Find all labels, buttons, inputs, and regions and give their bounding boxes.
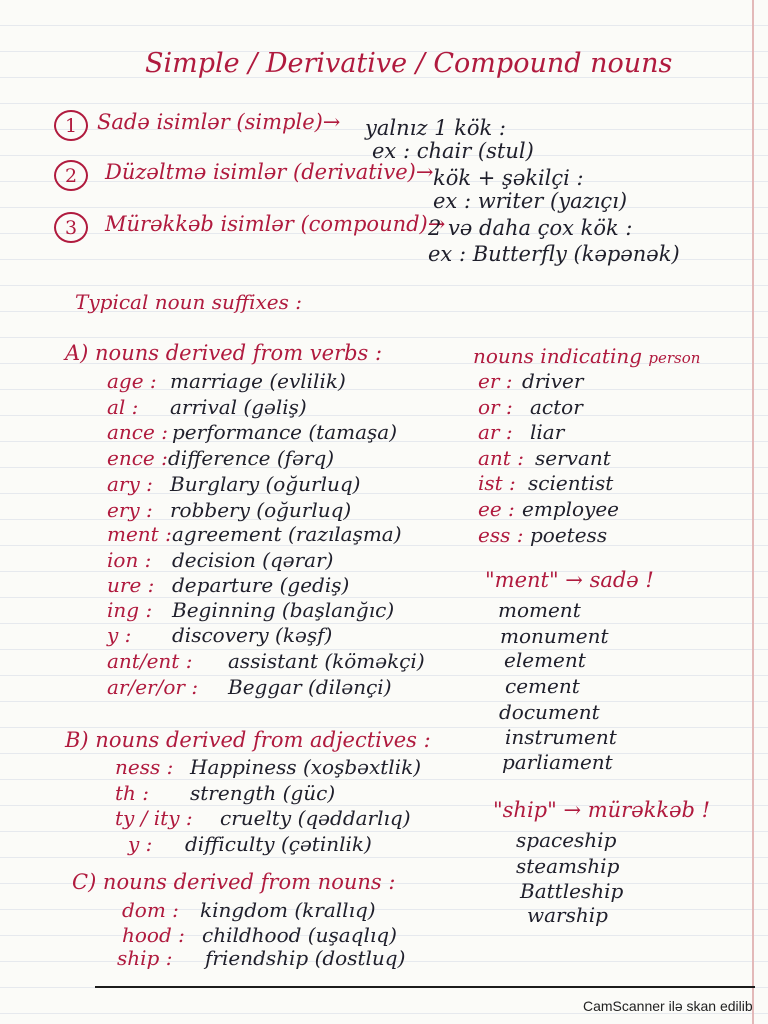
suffix-label: hood : xyxy=(122,923,185,947)
suffix-example: agreement (razılaşma) xyxy=(172,522,402,546)
suffix-example: decision (qərar) xyxy=(172,548,334,572)
suffix-example: friendship (dostluq) xyxy=(205,946,406,970)
ment-word: cement xyxy=(505,674,580,698)
ment-word: monument xyxy=(500,624,609,648)
bottom-divider xyxy=(95,986,755,988)
section-a-heading: A) nouns derived from verbs : xyxy=(65,341,383,365)
suffix-example: departure (gediş) xyxy=(172,573,350,597)
ment-note-heading: "ment" → sadə ! xyxy=(485,568,654,592)
suffix-example: performance (tamaşa) xyxy=(172,420,398,444)
ment-word: moment xyxy=(498,598,581,622)
suffix-label: age : xyxy=(107,369,157,393)
person-example: poetess xyxy=(530,523,608,547)
suffix-label: al : xyxy=(107,395,139,419)
type-label-simple: Sadə isimlər (simple)→ xyxy=(97,110,341,134)
suffix-label: ant/ent : xyxy=(107,649,193,673)
suffix-label: th : xyxy=(115,781,150,805)
person-suffix: ar : xyxy=(478,420,513,444)
suffix-example: kingdom (krallıq) xyxy=(200,898,376,922)
person-example: scientist xyxy=(528,471,614,495)
suffix-label: ty / ity : xyxy=(115,806,193,830)
type-label-compound: Mürəkkəb isimlər (compound)→ xyxy=(105,212,446,236)
suffix-example: difficulty (çətinlik) xyxy=(185,832,372,856)
person-example: driver xyxy=(522,369,584,393)
suffix-example: marriage (evlilik) xyxy=(170,369,346,393)
person-suffix: ant : xyxy=(478,446,524,470)
suffix-example: childhood (uşaqlıq) xyxy=(202,923,397,947)
suffix-label: ness : xyxy=(115,755,174,779)
type-desc-derivative: kök + şəkilçi : xyxy=(433,166,584,190)
person-example: actor xyxy=(530,395,583,419)
suffix-label: y : xyxy=(128,832,153,856)
section-c-heading: C) nouns derived from nouns : xyxy=(72,870,396,894)
suffix-label: ure : xyxy=(107,573,155,597)
suffix-label: ary : xyxy=(107,472,153,496)
type-example-compound: ex : Butterfly (kəpənək) xyxy=(428,242,680,266)
person-example: liar xyxy=(530,420,565,444)
type-desc-compound: 2 və daha çox kök : xyxy=(428,216,633,240)
suffix-label: ence : xyxy=(107,446,168,470)
scanner-watermark: CamScanner ilə skan edilib xyxy=(583,998,753,1014)
person-example: servant xyxy=(535,446,611,470)
ment-word: parliament xyxy=(502,750,613,774)
ment-word: document xyxy=(499,700,600,724)
person-suffix: ee : xyxy=(478,497,515,521)
type-example-simple: ex : chair (stul) xyxy=(372,139,534,163)
type-desc-simple: yalnız 1 kök : xyxy=(365,116,506,140)
suffix-label: ment : xyxy=(107,522,172,546)
type-label-derivative: Düzəltmə isimlər (derivative)→ xyxy=(105,160,434,184)
person-suffix: or : xyxy=(478,395,513,419)
ment-word: instrument xyxy=(505,725,617,749)
suffix-label: ion : xyxy=(107,548,152,572)
type-example-derivative: ex : writer (yazıçı) xyxy=(433,189,628,213)
section-b-heading: B) nouns derived from adjectives : xyxy=(65,728,431,752)
ship-word: steamship xyxy=(516,854,620,878)
type-number-3: 3 xyxy=(54,212,88,243)
suffix-label: ar/er/or : xyxy=(107,675,199,699)
suffix-example: arrival (gəliş) xyxy=(170,395,307,419)
suffix-example: discovery (kəşf) xyxy=(172,623,333,647)
suffix-example: Beginning (başlanğıc) xyxy=(172,598,395,622)
ship-word: spaceship xyxy=(516,828,617,852)
person-heading xyxy=(473,346,700,366)
person-heading-main: nouns indicating xyxy=(473,344,643,368)
person-suffix: er : xyxy=(478,369,513,393)
suffix-example: cruelty (qəddarlıq) xyxy=(220,806,411,830)
suffix-example: robbery (oğurluq) xyxy=(170,498,352,522)
suffix-label: ing : xyxy=(107,598,153,622)
type-number-2: 2 xyxy=(54,160,88,191)
suffix-label: ance : xyxy=(107,420,168,444)
suffix-label: dom : xyxy=(122,898,179,922)
suffix-example: Beggar (dilənçi) xyxy=(228,675,392,699)
suffix-example: strength (güc) xyxy=(190,781,336,805)
person-heading-small: person xyxy=(648,349,701,367)
suffix-example: Burglary (oğurluq) xyxy=(170,472,361,496)
suffix-example: difference (fərq) xyxy=(168,446,335,470)
ship-word: warship xyxy=(527,903,608,927)
person-suffix: ess : xyxy=(478,523,524,547)
suffixes-heading: Typical noun suffixes : xyxy=(75,290,302,314)
person-suffix: ist : xyxy=(478,471,516,495)
person-example: employee xyxy=(522,497,620,521)
suffix-example: Happiness (xoşbəxtlik) xyxy=(190,755,422,779)
suffix-example: assistant (köməkçi) xyxy=(228,649,425,673)
suffix-label: ship : xyxy=(117,946,173,970)
page-title: Simple / Derivative / Compound nouns xyxy=(145,48,673,79)
suffix-label: ery : xyxy=(107,498,153,522)
ment-word: element xyxy=(504,648,586,672)
type-number-1: 1 xyxy=(54,110,88,141)
ship-word: Battleship xyxy=(520,879,624,903)
ship-note-heading: "ship" → mürəkkəb ! xyxy=(493,798,711,822)
suffix-label: y : xyxy=(107,623,132,647)
